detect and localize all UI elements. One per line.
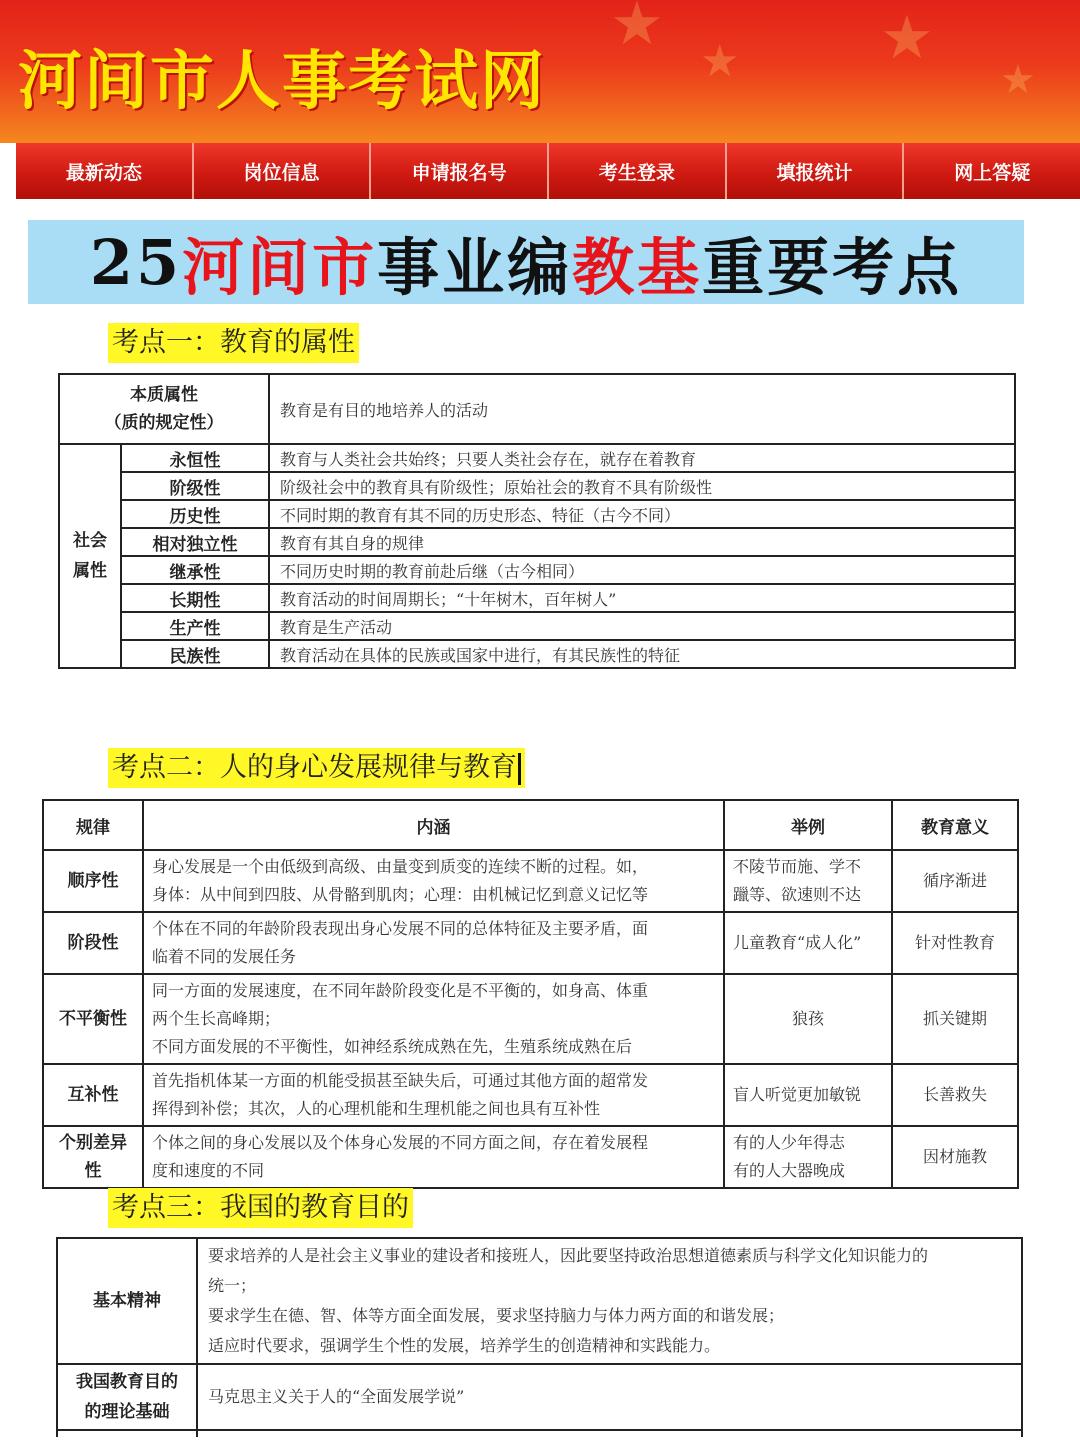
section2-heading: [108, 748, 525, 788]
table-row: [59, 584, 1015, 612]
column-header: 内涵: [143, 800, 724, 850]
attribute-name: 阶级性: [121, 472, 269, 500]
attribute-desc: 教育是生产活动: [269, 612, 1015, 640]
table-header-row: [43, 800, 1018, 850]
site-title: 河间市人事考试网: [18, 45, 546, 119]
attribute-desc: 教育与人类社会共始终；只要人类社会存在，就存在着教育: [269, 444, 1015, 472]
banner-subject: 教基: [572, 230, 703, 304]
table-row: [59, 612, 1015, 640]
law-example: 不陵节而施、学不 躐等、欲速则不达: [724, 850, 892, 912]
law-example: 有的人少年得志 有的人大器晚成: [724, 1126, 892, 1188]
empty-cell: [57, 1430, 197, 1437]
table-row: [43, 1126, 1018, 1188]
education-purpose-table: [56, 1237, 1023, 1437]
table-row: [59, 500, 1015, 528]
table-row: [59, 444, 1015, 472]
section1-heading: 考点一：教育的属性: [108, 323, 359, 363]
banner-year: 25: [89, 225, 183, 299]
table-row: [59, 528, 1015, 556]
column-header: 举例: [724, 800, 892, 850]
site-header: [0, 0, 1080, 143]
text-cursor: [518, 753, 521, 785]
attribute-name: 历史性: [121, 500, 269, 528]
social-label-line1: 社会: [73, 531, 107, 551]
law-content: 身心发展是一个由低级到高级、由量变到质变的连续不断的过程。如， 身体：从中间到四肢、从骨骼到肌肉；心理：由机械记忆到意义记忆等: [143, 850, 724, 912]
attribute-desc: 不同历史时期的教育前赴后继（古今相同）: [269, 556, 1015, 584]
nav-item-apply-number[interactable]: 申请报名号: [371, 143, 549, 199]
table-row: [57, 1364, 1022, 1430]
column-header: 规律: [43, 800, 143, 850]
attribute-name: 相对独立性: [121, 528, 269, 556]
table-row: [43, 912, 1018, 974]
nav-item-online-qa[interactable]: 网上答疑: [954, 161, 1031, 184]
nav-item-positions[interactable]: 岗位信息: [194, 143, 372, 199]
empty-cell: [197, 1430, 1022, 1437]
education-attributes-table: [58, 373, 1016, 669]
law-name: 阶段性: [43, 912, 143, 974]
law-meaning: 针对性教育: [892, 912, 1018, 974]
attribute-desc: 教育活动在具体的民族或国家中进行，有其民族性的特征: [269, 640, 1015, 668]
social-label-cell: [59, 444, 121, 668]
banner-category: 事业编: [377, 230, 573, 304]
topic-banner: [28, 220, 1024, 304]
law-name: 互补性: [43, 1064, 143, 1126]
law-name: 不平衡性: [43, 974, 143, 1064]
banner-suffix: 重要考点: [702, 230, 963, 304]
law-name: 个别差异 性: [43, 1126, 143, 1188]
theory-desc: 马克思主义关于人的“全面发展学说”: [197, 1364, 1022, 1430]
law-content: 同一方面的发展速度，在不同年龄阶段变化是不平衡的，如身高、体重 两个生长高峰期； 不同方面发展的不平衡性，如神经系统成熟在先，生殖系统成熟在后: [143, 974, 724, 1064]
table-row: [57, 1430, 1022, 1437]
law-meaning: 长善救失: [892, 1064, 1018, 1126]
development-law-table: [42, 799, 1019, 1189]
law-content: 个体在不同的年龄阶段表现出身心发展不同的总体特征及主要矛盾，面 临着不同的发展任务: [143, 912, 724, 974]
attribute-name: 永恒性: [121, 444, 269, 472]
social-label-line2: 属性: [73, 561, 107, 581]
table-row: [43, 850, 1018, 912]
attribute-name: 民族性: [121, 640, 269, 668]
nav-item-latest-news[interactable]: 最新动态: [16, 143, 194, 199]
law-example: 盲人听觉更加敏锐: [724, 1064, 892, 1126]
table-row: [43, 974, 1018, 1064]
table-row: [57, 1238, 1022, 1364]
main-nav: [16, 143, 1080, 199]
law-content: 首先指机体某一方面的机能受损甚至缺失后，可通过其他方面的超常发 挥得到补偿；其次，人的心理机能和生理机能之间也具有互补性: [143, 1064, 724, 1126]
law-meaning: 循序渐进: [892, 850, 1018, 912]
theory-label: 我国教育目的 的理论基础: [57, 1364, 197, 1430]
essence-label-line2: （质的规定性）: [104, 413, 224, 433]
spirit-label: 基本精神: [57, 1238, 197, 1364]
table-row: [59, 640, 1015, 668]
law-name: 顺序性: [43, 850, 143, 912]
column-header: 教育意义: [892, 800, 1018, 850]
table-row: [43, 1064, 1018, 1126]
section3-heading: 考点三：我国的教育目的: [108, 1188, 413, 1228]
attribute-name: 长期性: [121, 584, 269, 612]
attribute-name: 继承性: [121, 556, 269, 584]
essence-label-cell: [59, 374, 269, 444]
star-icon: ★: [1000, 57, 1036, 103]
law-example: 儿童教育“成人化”: [724, 912, 892, 974]
star-icon: ★: [880, 3, 934, 73]
section2-heading-text: 考点二：人的身心发展规律与教育: [112, 752, 517, 783]
star-icon: ★: [700, 36, 740, 87]
banner-city: 河间市: [182, 230, 378, 304]
essence-label-line1: 本质属性: [130, 385, 198, 405]
attribute-name: 生产性: [121, 612, 269, 640]
law-meaning: 抓关键期: [892, 974, 1018, 1064]
table-row: [59, 556, 1015, 584]
law-example: 狼孩: [724, 974, 892, 1064]
law-meaning: 因材施教: [892, 1126, 1018, 1188]
law-content: 个体之间的身心发展以及个体身心发展的不同方面之间，存在着发展程 度和速度的不同: [143, 1126, 724, 1188]
nav-item-candidate-login[interactable]: 考生登录: [549, 143, 727, 199]
attribute-desc: 不同时期的教育有其不同的历史形态、特征（古今不同）: [269, 500, 1015, 528]
table-row: [59, 374, 1015, 444]
spirit-desc: 要求培养的人是社会主义事业的建设者和接班人，因此要坚持政治思想道德素质与科学文化知识能力的 统一； 要求学生在德、智、体等方面全面发展，要求坚持脑力与体力两方面的和谐发展； 适应时代要求，强调学生个性的发展，培养学生的创造精神和实践能力。: [197, 1238, 1022, 1364]
nav-item-statistics[interactable]: 填报统计: [727, 143, 905, 199]
star-icon: ★: [610, 0, 664, 59]
attribute-desc: 教育有其自身的规律: [269, 528, 1015, 556]
attribute-desc: 教育活动的时间周期长；“十年树木，百年树人”: [269, 584, 1015, 612]
table-row: [59, 472, 1015, 500]
essence-desc: 教育是有目的地培养人的活动: [269, 374, 1015, 444]
attribute-desc: 阶级社会中的教育具有阶级性；原始社会的教育不具有阶级性: [269, 472, 1015, 500]
